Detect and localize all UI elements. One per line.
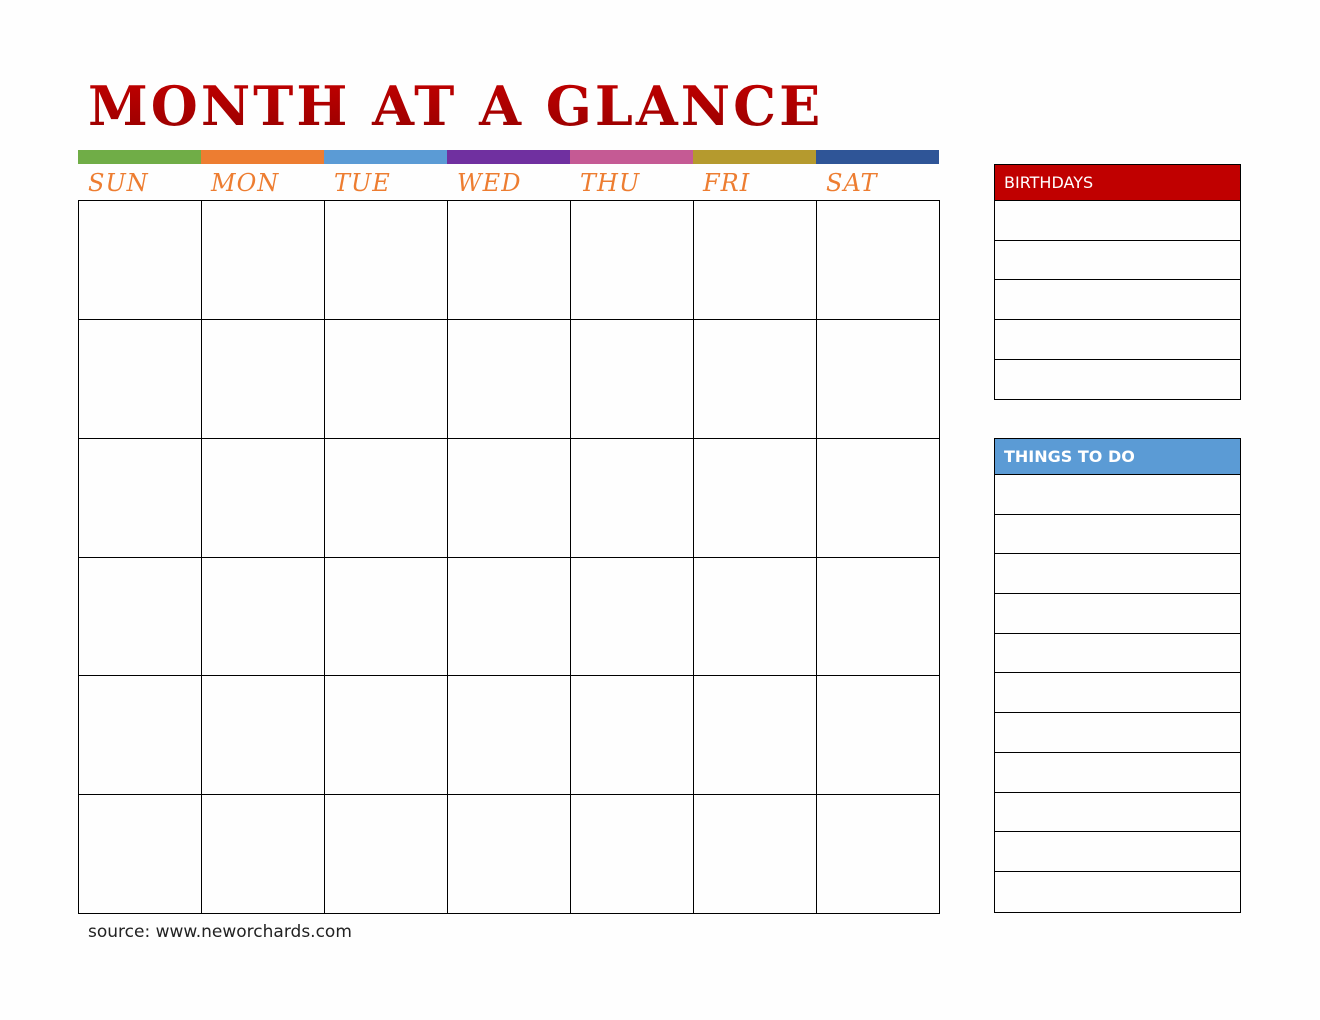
calendar-day-cell[interactable]: [571, 558, 694, 677]
calendar-day-cell[interactable]: [325, 439, 448, 558]
calendar-day-cell[interactable]: [817, 558, 940, 677]
calendar-day-cell[interactable]: [202, 201, 325, 320]
birthdays-header: BIRTHDAYS: [995, 165, 1240, 201]
day-label-sat: SAT: [826, 169, 878, 197]
calendar-day-cell[interactable]: [79, 439, 202, 558]
calendar-day-cell[interactable]: [448, 201, 571, 320]
todo-entry-row[interactable]: [995, 634, 1240, 674]
calendar-day-cell[interactable]: [448, 320, 571, 439]
color-bar-segment: [447, 150, 570, 164]
calendar-day-cell[interactable]: [694, 201, 817, 320]
calendar-day-cell[interactable]: [571, 320, 694, 439]
calendar-day-cell[interactable]: [694, 558, 817, 677]
birthday-entry-row[interactable]: [995, 201, 1240, 241]
calendar-day-cell[interactable]: [79, 201, 202, 320]
todo-entry-row[interactable]: [995, 832, 1240, 872]
color-bar-segment: [816, 150, 939, 164]
calendar-day-cell[interactable]: [571, 795, 694, 914]
color-bar-segment: [201, 150, 324, 164]
birthday-entry-row[interactable]: [995, 241, 1240, 281]
todo-entry-row[interactable]: [995, 753, 1240, 793]
birthday-entry-row[interactable]: [995, 280, 1240, 320]
calendar-day-cell[interactable]: [79, 320, 202, 439]
birthday-entry-row[interactable]: [995, 320, 1240, 360]
calendar-day-cell[interactable]: [817, 320, 940, 439]
color-bar-segment: [78, 150, 201, 164]
todo-entry-row[interactable]: [995, 793, 1240, 833]
calendar-day-cell[interactable]: [79, 795, 202, 914]
todo-entry-row[interactable]: [995, 594, 1240, 634]
calendar-day-cell[interactable]: [79, 676, 202, 795]
source-credit: source: www.neworchards.com: [88, 922, 352, 942]
calendar-day-cell[interactable]: [817, 439, 940, 558]
color-bar: [78, 150, 939, 164]
calendar-day-cell[interactable]: [202, 439, 325, 558]
todo-entry-row[interactable]: [995, 554, 1240, 594]
calendar-day-cell[interactable]: [448, 795, 571, 914]
calendar-day-cell[interactable]: [817, 795, 940, 914]
calendar-day-cell[interactable]: [571, 676, 694, 795]
calendar-day-cell[interactable]: [202, 558, 325, 677]
calendar-day-cell[interactable]: [694, 320, 817, 439]
things-to-do-header: THINGS TO DO: [995, 439, 1240, 475]
todo-entry-row[interactable]: [995, 475, 1240, 515]
day-label-fri: FRI: [703, 169, 751, 197]
calendar-day-cell[interactable]: [571, 201, 694, 320]
todo-entry-row[interactable]: [995, 673, 1240, 713]
day-label-tue: TUE: [334, 169, 391, 197]
birthdays-panel: [994, 164, 1241, 400]
calendar-day-cell[interactable]: [694, 795, 817, 914]
calendar-day-cell[interactable]: [202, 795, 325, 914]
todo-entry-row[interactable]: [995, 872, 1240, 912]
day-label-mon: MON: [211, 169, 280, 197]
calendar-day-cell[interactable]: [202, 320, 325, 439]
calendar-day-cell[interactable]: [817, 676, 940, 795]
calendar-day-cell[interactable]: [79, 558, 202, 677]
weekday-header: [78, 166, 940, 200]
calendar-day-cell[interactable]: [817, 201, 940, 320]
color-bar-segment: [324, 150, 447, 164]
calendar-day-cell[interactable]: [325, 320, 448, 439]
color-bar-segment: [693, 150, 816, 164]
todo-entry-row[interactable]: [995, 515, 1240, 555]
things-to-do-panel: [994, 438, 1241, 913]
calendar-day-cell[interactable]: [448, 676, 571, 795]
calendar-day-cell[interactable]: [325, 795, 448, 914]
calendar-day-cell[interactable]: [694, 676, 817, 795]
calendar-grid: [78, 200, 940, 914]
birthday-entry-row[interactable]: [995, 360, 1240, 400]
day-label-thu: THU: [580, 169, 641, 197]
calendar-day-cell[interactable]: [325, 676, 448, 795]
todo-entry-row[interactable]: [995, 713, 1240, 753]
calendar-day-cell[interactable]: [571, 439, 694, 558]
day-label-sun: SUN: [88, 169, 149, 197]
calendar-day-cell[interactable]: [448, 439, 571, 558]
calendar-day-cell[interactable]: [694, 439, 817, 558]
page-title: MONTH AT A GLANCE: [88, 74, 824, 138]
day-label-wed: WED: [457, 169, 522, 197]
calendar-day-cell[interactable]: [325, 558, 448, 677]
calendar-day-cell[interactable]: [325, 201, 448, 320]
calendar-day-cell[interactable]: [202, 676, 325, 795]
color-bar-segment: [570, 150, 693, 164]
calendar-day-cell[interactable]: [448, 558, 571, 677]
